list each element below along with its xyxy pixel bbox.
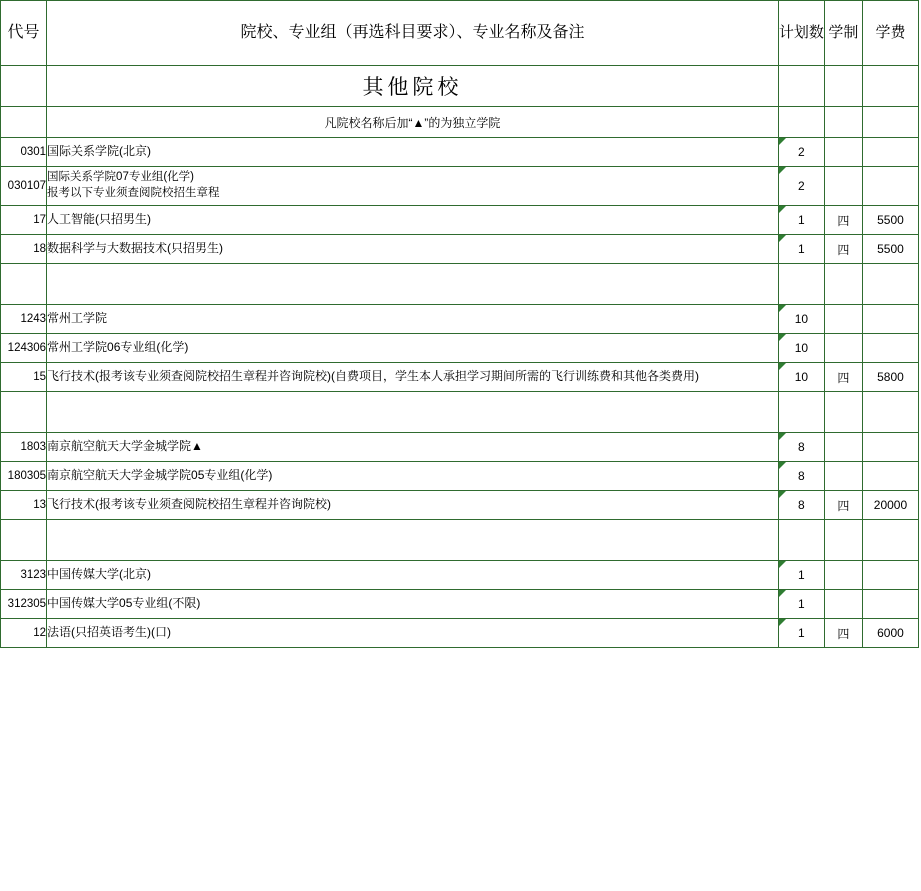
cell-tuition-fee bbox=[862, 433, 918, 462]
note-years-cell bbox=[824, 107, 862, 138]
note-text: 凡院校名称后加“▲”的为独立学院 bbox=[47, 107, 779, 138]
cell-tuition-fee bbox=[862, 305, 918, 334]
cell-plan-count: 1 bbox=[778, 235, 824, 264]
cell-name: 常州工学院 bbox=[47, 305, 779, 334]
cell-tuition-fee bbox=[862, 264, 918, 305]
table-row bbox=[1, 491, 919, 520]
cell-study-years bbox=[824, 433, 862, 462]
cell-plan-count: 10 bbox=[778, 305, 824, 334]
cell-study-years bbox=[824, 334, 862, 363]
cell-tuition-fee bbox=[862, 167, 918, 206]
table-row bbox=[1, 167, 919, 206]
cell-name: 飞行技术(报考该专业须查阅院校招生章程并咨询院校)(自费项目，学生本人承担学习期间所需的飞行训练费和其他各类费用) bbox=[47, 363, 779, 392]
spacer-row bbox=[1, 520, 919, 561]
banner-years-cell bbox=[824, 66, 862, 107]
cell-code: 12 bbox=[1, 619, 47, 648]
cell-name bbox=[47, 392, 779, 433]
cell-name: 国际关系学院07专业组(化学) 报考以下专业须查阅院校招生章程 bbox=[47, 167, 779, 206]
cell-code bbox=[1, 264, 47, 305]
cell-tuition-fee: 20000 bbox=[862, 491, 918, 520]
cell-name bbox=[47, 520, 779, 561]
cell-code bbox=[1, 520, 47, 561]
banner-title: 其他院校 bbox=[47, 66, 779, 107]
cell-name: 数据科学与大数据技术(只招男生) bbox=[47, 235, 779, 264]
cell-tuition-fee bbox=[862, 462, 918, 491]
spacer-row bbox=[1, 264, 919, 305]
cell-plan-count: 1 bbox=[778, 561, 824, 590]
cell-code: 18 bbox=[1, 235, 47, 264]
cell-tuition-fee bbox=[862, 392, 918, 433]
cell-code: 030107 bbox=[1, 167, 47, 206]
cell-study-years bbox=[824, 264, 862, 305]
cell-name: 中国传媒大学05专业组(不限) bbox=[47, 590, 779, 619]
cell-name: 常州工学院06专业组(化学) bbox=[47, 334, 779, 363]
cell-plan-count: 1 bbox=[778, 619, 824, 648]
cell-name: 飞行技术(报考该专业须查阅院校招生章程并咨询院校) bbox=[47, 491, 779, 520]
cell-name: 南京航空航天大学金城学院05专业组(化学) bbox=[47, 462, 779, 491]
cell-study-years: 四 bbox=[824, 206, 862, 235]
header-name: 院校、专业组（再选科目要求）、专业名称及备注 bbox=[47, 1, 779, 66]
cell-plan-count: 2 bbox=[778, 167, 824, 206]
section-banner-row bbox=[1, 66, 919, 107]
cell-code: 124306 bbox=[1, 334, 47, 363]
cell-code: 0301 bbox=[1, 138, 47, 167]
cell-name: 南京航空航天大学金城学院▲ bbox=[47, 433, 779, 462]
cell-study-years bbox=[824, 462, 862, 491]
cell-plan-count: 1 bbox=[778, 590, 824, 619]
banner-code-cell bbox=[1, 66, 47, 107]
cell-study-years: 四 bbox=[824, 363, 862, 392]
cell-tuition-fee: 5800 bbox=[862, 363, 918, 392]
table-row bbox=[1, 590, 919, 619]
cell-study-years bbox=[824, 590, 862, 619]
cell-code: 13 bbox=[1, 491, 47, 520]
table-header-row bbox=[1, 1, 919, 66]
cell-plan-count bbox=[778, 392, 824, 433]
header-years: 学制 bbox=[824, 1, 862, 66]
header-fee: 学费 bbox=[862, 1, 918, 66]
cell-plan-count: 8 bbox=[778, 491, 824, 520]
cell-tuition-fee: 5500 bbox=[862, 206, 918, 235]
cell-code: 15 bbox=[1, 363, 47, 392]
cell-study-years: 四 bbox=[824, 619, 862, 648]
cell-plan-count bbox=[778, 264, 824, 305]
note-code-cell bbox=[1, 107, 47, 138]
cell-study-years bbox=[824, 561, 862, 590]
table-row bbox=[1, 138, 919, 167]
cell-code: 180305 bbox=[1, 462, 47, 491]
section-note-row bbox=[1, 107, 919, 138]
table-row bbox=[1, 619, 919, 648]
cell-tuition-fee bbox=[862, 561, 918, 590]
cell-plan-count bbox=[778, 520, 824, 561]
cell-study-years: 四 bbox=[824, 235, 862, 264]
cell-plan-count: 1 bbox=[778, 206, 824, 235]
table-row bbox=[1, 462, 919, 491]
table-row bbox=[1, 334, 919, 363]
cell-name bbox=[47, 264, 779, 305]
cell-name: 中国传媒大学(北京) bbox=[47, 561, 779, 590]
cell-name: 法语(只招英语考生)(口) bbox=[47, 619, 779, 648]
table-row bbox=[1, 363, 919, 392]
cell-code bbox=[1, 392, 47, 433]
cell-code: 3123 bbox=[1, 561, 47, 590]
cell-code: 312305 bbox=[1, 590, 47, 619]
table-row bbox=[1, 305, 919, 334]
cell-tuition-fee: 5500 bbox=[862, 235, 918, 264]
spacer-row bbox=[1, 392, 919, 433]
cell-plan-count: 10 bbox=[778, 363, 824, 392]
cell-tuition-fee bbox=[862, 138, 918, 167]
cell-study-years bbox=[824, 520, 862, 561]
cell-plan-count: 8 bbox=[778, 462, 824, 491]
cell-study-years bbox=[824, 167, 862, 206]
header-code: 代号 bbox=[1, 1, 47, 66]
cell-plan-count: 10 bbox=[778, 334, 824, 363]
table-row bbox=[1, 433, 919, 462]
cell-name: 国际关系学院(北京) bbox=[47, 138, 779, 167]
cell-study-years: 四 bbox=[824, 491, 862, 520]
banner-fee-cell bbox=[862, 66, 918, 107]
cell-tuition-fee: 6000 bbox=[862, 619, 918, 648]
banner-plan-cell bbox=[778, 66, 824, 107]
cell-code: 1803 bbox=[1, 433, 47, 462]
cell-plan-count: 8 bbox=[778, 433, 824, 462]
cell-study-years bbox=[824, 305, 862, 334]
table-row bbox=[1, 561, 919, 590]
cell-name: 人工智能(只招男生) bbox=[47, 206, 779, 235]
cell-code: 1243 bbox=[1, 305, 47, 334]
cell-tuition-fee bbox=[862, 334, 918, 363]
cell-study-years bbox=[824, 138, 862, 167]
cell-code: 17 bbox=[1, 206, 47, 235]
cell-study-years bbox=[824, 392, 862, 433]
note-fee-cell bbox=[862, 107, 918, 138]
header-plan: 计划数 bbox=[778, 1, 824, 66]
cell-tuition-fee bbox=[862, 590, 918, 619]
cell-tuition-fee bbox=[862, 520, 918, 561]
cell-plan-count: 2 bbox=[778, 138, 824, 167]
note-plan-cell bbox=[778, 107, 824, 138]
table-row bbox=[1, 206, 919, 235]
table-row bbox=[1, 235, 919, 264]
